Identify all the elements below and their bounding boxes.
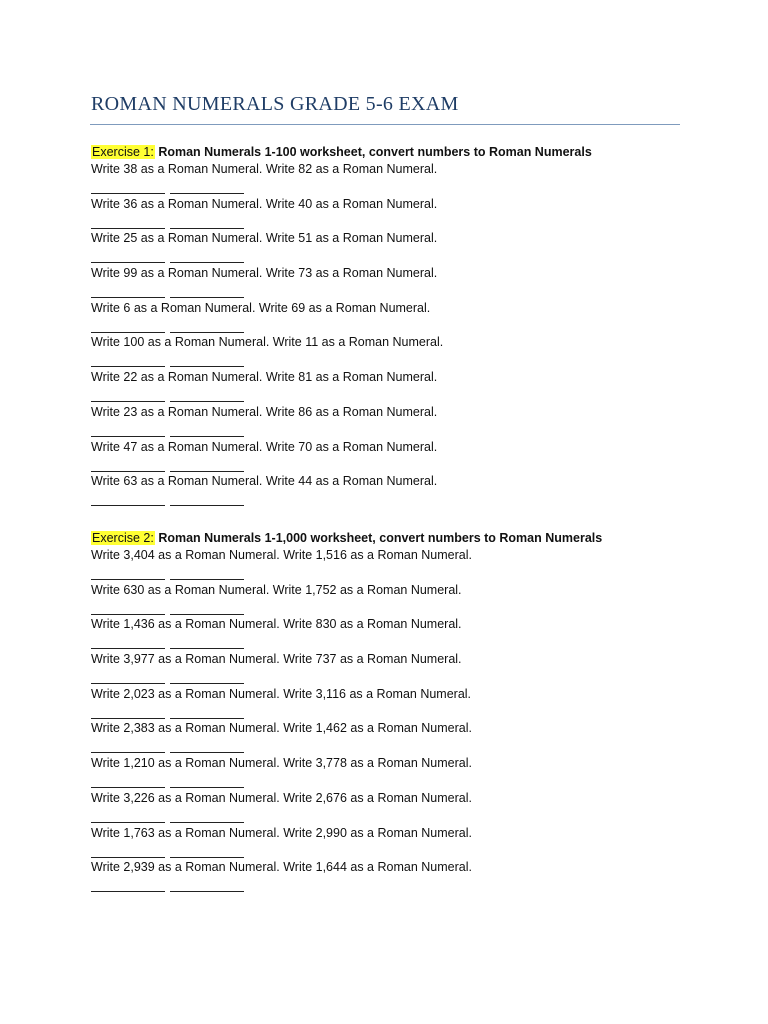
answer-blanks xyxy=(91,421,691,439)
answer-blank-line xyxy=(170,181,244,194)
answer-blanks xyxy=(91,703,691,721)
answer-blank-line xyxy=(170,216,244,229)
answer-blank-line xyxy=(170,459,244,472)
answer-blank-line xyxy=(91,285,165,298)
answer-blank-line xyxy=(91,424,165,437)
question-item xyxy=(91,686,691,721)
answer-blanks xyxy=(91,178,691,196)
answer-blank-line xyxy=(91,810,165,823)
exercise-description: Roman Numerals 1-1,000 worksheet, convert numbers to Roman Numerals xyxy=(154,531,603,545)
answer-blank-line xyxy=(170,671,244,684)
question-item xyxy=(91,369,691,404)
answer-blanks xyxy=(91,772,691,790)
answer-blank-line xyxy=(170,567,244,580)
answer-blank-line xyxy=(170,320,244,333)
answer-blank-line xyxy=(91,775,165,788)
page-title: ROMAN NUMERALS GRADE 5-6 EXAM xyxy=(91,93,459,115)
question-item xyxy=(91,439,691,474)
question-item xyxy=(91,582,691,617)
question-item xyxy=(91,300,691,335)
answer-blanks xyxy=(91,456,691,474)
question-text: Write 23 as a Roman Numeral. Write 86 as a Roman Numeral. xyxy=(91,404,438,419)
question-text: Write 3,226 as a Roman Numeral. Write 2,676 as a Roman Numeral. xyxy=(91,790,472,805)
question-item xyxy=(91,755,691,790)
exercise-label: Exercise 2: xyxy=(92,531,154,545)
answer-blank-line xyxy=(91,567,165,580)
question-item xyxy=(91,651,691,686)
question-text: Write 38 as a Roman Numeral. Write 82 as a Roman Numeral. xyxy=(91,162,438,176)
answer-blank-line xyxy=(91,181,165,194)
question-text: Write 47 as a Roman Numeral. Write 70 as a Roman Numeral. xyxy=(91,439,438,454)
answer-blanks xyxy=(91,490,691,508)
answer-blank-line xyxy=(91,459,165,472)
question-text: Write 2,383 as a Roman Numeral. Write 1,462 as a Roman Numeral. xyxy=(91,721,472,736)
question-item xyxy=(91,473,691,508)
answer-blank-line xyxy=(91,602,165,615)
answer-blank-line xyxy=(170,706,244,719)
answer-blank-line xyxy=(170,775,244,788)
question-item xyxy=(91,547,691,582)
answer-blank-line xyxy=(170,250,244,263)
answer-blanks xyxy=(91,876,691,894)
answer-blanks xyxy=(91,386,691,404)
exercise-description: Roman Numerals 1-100 worksheet, convert numbers to Roman Numerals xyxy=(154,145,592,159)
question-text: Write 36 as a Roman Numeral. Write 40 as a Roman Numeral. xyxy=(91,196,438,211)
question-text: Write 1,210 as a Roman Numeral. Write 3,778 as a Roman Numeral. xyxy=(91,756,472,771)
answer-blank-line xyxy=(170,424,244,437)
question-text: Write 1,763 as a Roman Numeral. Write 2,990 as a Roman Numeral. xyxy=(91,825,472,840)
answer-blanks xyxy=(91,599,691,617)
question-text: Write 2,023 as a Roman Numeral. Write 3,116 as a Roman Numeral. xyxy=(91,686,472,701)
answer-blanks xyxy=(91,564,691,582)
answer-blank-line xyxy=(170,354,244,367)
answer-blanks xyxy=(91,807,691,825)
question-text: Write 6 as a Roman Numeral. Write 69 as a Roman Numeral. xyxy=(91,300,431,315)
question-item xyxy=(91,230,691,265)
exercise-2-section xyxy=(91,530,691,894)
answer-blanks xyxy=(91,282,691,300)
answer-blank-line xyxy=(91,320,165,333)
question-item xyxy=(91,196,691,231)
answer-blank-line xyxy=(91,250,165,263)
answer-blank-line xyxy=(170,879,244,892)
question-text: Write 63 as a Roman Numeral. Write 44 as a Roman Numeral. xyxy=(91,474,438,489)
question-text: Write 99 as a Roman Numeral. Write 73 as a Roman Numeral. xyxy=(91,266,438,281)
exercise-1-section xyxy=(91,144,691,508)
title-divider xyxy=(90,124,680,125)
answer-blank-line xyxy=(91,636,165,649)
answer-blank-line xyxy=(170,810,244,823)
question-text: Write 2,939 as a Roman Numeral. Write 1,644 as a Roman Numeral. xyxy=(91,860,472,875)
exercise-heading xyxy=(91,530,691,547)
answer-blank-line xyxy=(91,354,165,367)
answer-blank-line xyxy=(91,845,165,858)
answer-blanks xyxy=(91,842,691,860)
answer-blanks xyxy=(91,633,691,651)
question-item xyxy=(91,859,691,894)
answer-blanks xyxy=(91,213,691,231)
answer-blank-line xyxy=(170,285,244,298)
question-text: Write 100 as a Roman Numeral. Write 11 as a Roman Numeral. xyxy=(91,335,444,350)
question-item xyxy=(91,825,691,860)
answer-blank-line xyxy=(91,671,165,684)
answer-blank-line xyxy=(170,389,244,402)
answer-blanks xyxy=(91,351,691,369)
answer-blank-line xyxy=(91,879,165,892)
question-text: Write 630 as a Roman Numeral. Write 1,752 as a Roman Numeral. xyxy=(91,582,462,597)
question-item xyxy=(91,161,691,196)
question-item xyxy=(91,790,691,825)
answer-blanks xyxy=(91,247,691,265)
answer-blank-line xyxy=(91,706,165,719)
answer-blank-line xyxy=(91,740,165,753)
question-item xyxy=(91,720,691,755)
question-text: Write 22 as a Roman Numeral. Write 81 as a Roman Numeral. xyxy=(91,370,438,385)
question-text: Write 3,404 as a Roman Numeral. Write 1,516 as a Roman Numeral. xyxy=(91,548,472,562)
answer-blanks xyxy=(91,737,691,755)
answer-blank-line xyxy=(170,636,244,649)
answer-blank-line xyxy=(170,493,244,506)
answer-blanks xyxy=(91,668,691,686)
question-text: Write 3,977 as a Roman Numeral. Write 737 as a Roman Numeral. xyxy=(91,652,462,667)
answer-blank-line xyxy=(91,389,165,402)
answer-blank-line xyxy=(91,216,165,229)
question-item xyxy=(91,334,691,369)
exercise-label: Exercise 1: xyxy=(92,145,154,159)
answer-blank-line xyxy=(91,493,165,506)
answer-blank-line xyxy=(170,845,244,858)
question-item xyxy=(91,265,691,300)
exercise-heading xyxy=(91,144,691,161)
question-text: Write 25 as a Roman Numeral. Write 51 as a Roman Numeral. xyxy=(91,231,438,246)
answer-blank-line xyxy=(170,602,244,615)
answer-blanks xyxy=(91,317,691,335)
question-item xyxy=(91,404,691,439)
question-item xyxy=(91,616,691,651)
question-text: Write 1,436 as a Roman Numeral. Write 830 as a Roman Numeral. xyxy=(91,617,462,632)
answer-blank-line xyxy=(170,740,244,753)
